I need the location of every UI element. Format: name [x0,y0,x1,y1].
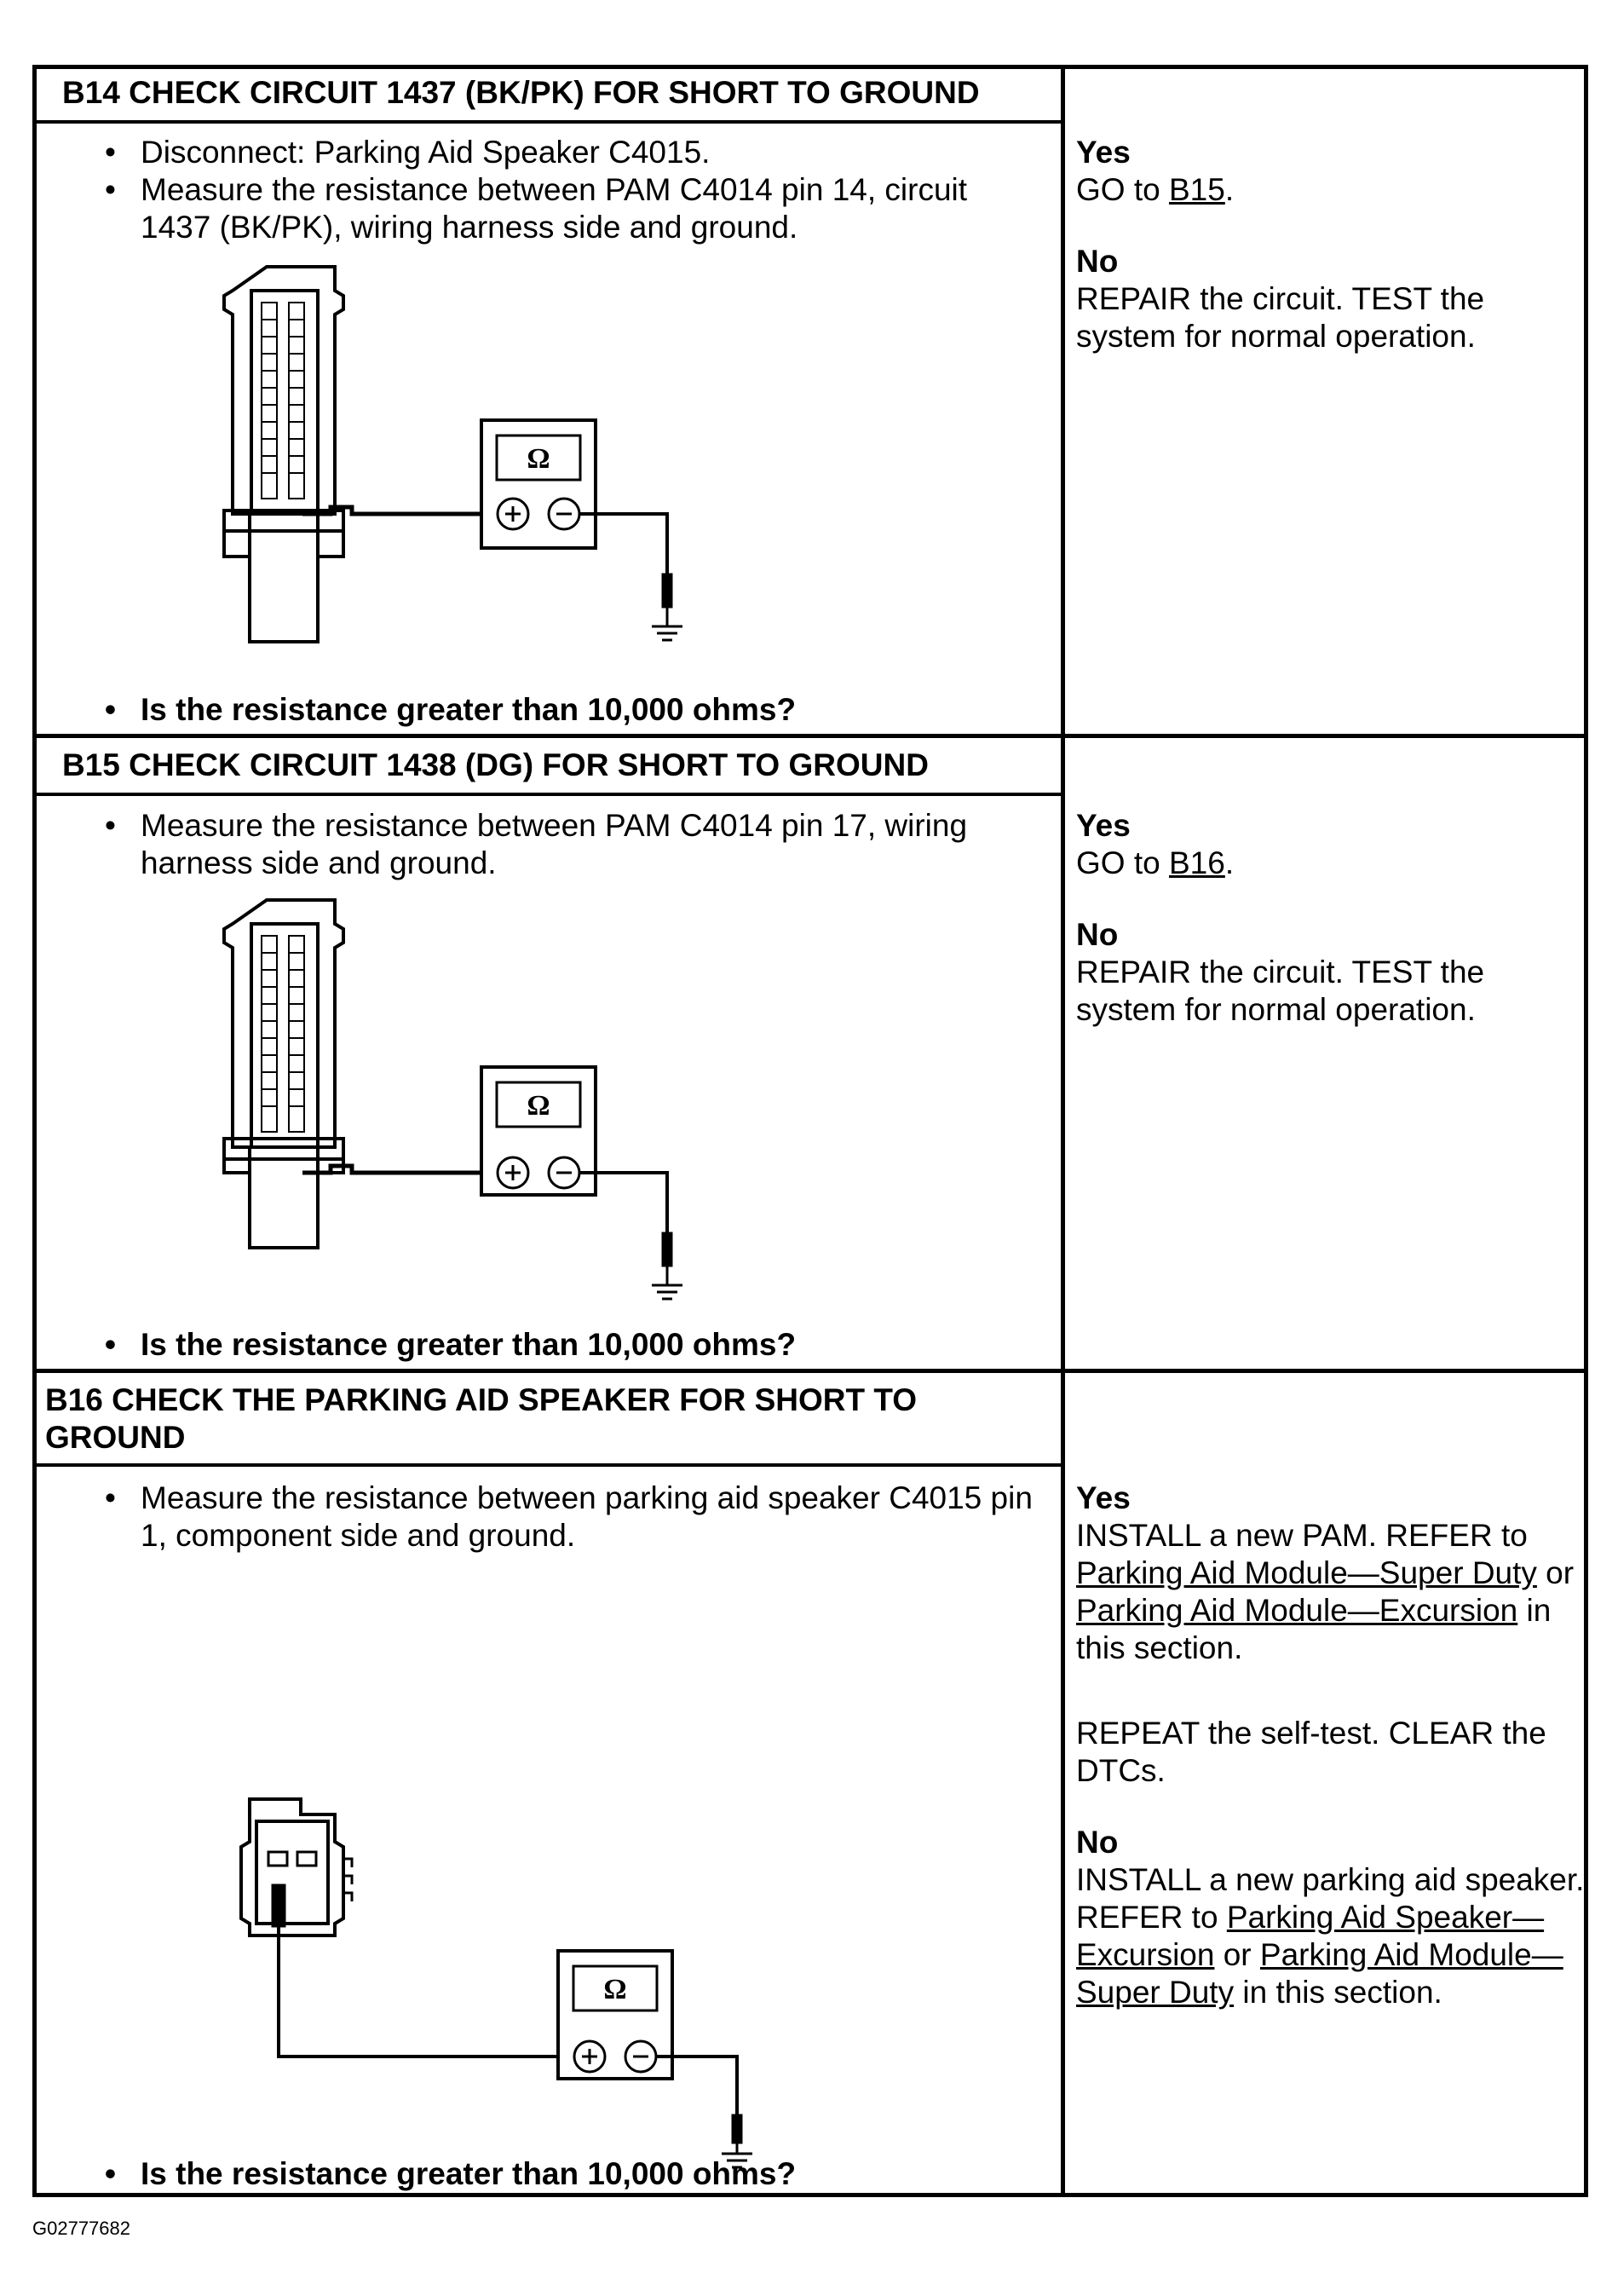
ohm-symbol: Ω [603,1974,627,2005]
step-b16-yes-label: Yes [1076,1480,1131,1515]
step-b16-question: • Is the resistance greater than 10,000 ohms? [37,2155,1035,2193]
parking-aid-module-excursion-link[interactable]: Parking Aid Module—Excursion [1076,1593,1518,1628]
yes-action-period: . [1224,172,1235,207]
connector-pin-cavities [262,936,304,1132]
ohm-symbol: Ω [527,443,550,475]
step-b16-heading: B16 CHECK THE PARKING AID SPEAKER FOR SHORT TO GROUND [45,1382,918,1455]
ohmmeter [481,1067,596,1195]
yes-action-text: INSTALL a new PAM. REFER to [1076,1518,1528,1553]
row-divider-2 [37,1369,1584,1373]
no-action-suffix: in this section. [1234,1975,1442,2010]
pam-c4014-connector [224,900,343,1248]
step-b14-heading: B14 CHECK CIRCUIT 1437 (BK/PK) FOR SHORT TO GROUND [62,75,980,110]
step-b14-yes-label: Yes [1076,135,1131,170]
step-b14-heading-rule [37,120,1061,124]
no-action-text: INSTALL a new parking aid speaker. REFER to [1076,1862,1585,1935]
step-b16-no-label: No [1076,1825,1119,1860]
step-b14-question: • Is the resistance greater than 10,000 ohms? [37,691,1035,729]
step-b15-results [1076,807,1587,1029]
step-b15-no-action: REPAIR the circuit. TEST the system for normal operation. [1076,955,1485,1027]
step-b16-instructions [37,1480,1035,1555]
step-b14-no-label: No [1076,244,1119,279]
yes-action-text: GO to [1076,845,1169,880]
step-b15-no-label: No [1076,917,1119,952]
step-b15-yes-label: Yes [1076,808,1131,843]
ground-symbol-icon [652,1232,682,1299]
parking-aid-speaker-excursion-link[interactable]: Parking Aid Speaker—Excursion [1076,1900,1545,1972]
yes-action-suffix: in this section. [1076,1593,1552,1665]
step-b14-bullet-1: • Disconnect: Parking Aid Speaker C4015. [37,134,1035,171]
step-b16-bullet-1: • Measure the resistance between parking aid speaker C4015 pin 1, component side and ground. [37,1480,1035,1555]
step-b16-no-action [1076,1861,1587,2011]
step-b14-yes-action [1076,171,1587,209]
step-b14-bullet-2: • Measure the resistance between PAM C4014 pin 14, circuit 1437 (BK/PK), wiring harness side and ground. [37,171,1035,246]
step-b14-connector-meter-diagram [207,258,803,718]
step-b15-instructions [37,807,1035,882]
figure-id: G02777682 [32,2218,130,2239]
step-b15-heading: B15 CHECK CIRCUIT 1438 (DG) FOR SHORT TO GROUND [62,747,929,782]
speaker-c4015-connector [241,1799,352,1935]
step-b15-yes-action [1076,845,1587,882]
step-b15-bullet-1: • Measure the resistance between PAM C4014 pin 17, wiring harness side and ground. [37,807,1035,882]
step-b14-results [1076,134,1587,355]
step-b15-connector-meter-diagram [207,891,803,1335]
pam-c4014-connector [224,267,343,642]
connector-pin-cavities [262,303,304,499]
step-b14-no-action: REPAIR the circuit. TEST the system for normal operation. [1076,281,1485,354]
step-b16-yes-action [1076,1517,1587,1667]
yes-action-period: . [1224,845,1235,880]
step-b14-question-list [37,691,1035,729]
step-b16-speaker-meter-diagram [207,1782,803,2174]
column-divider [1061,69,1065,2193]
parking-aid-module-super-duty-link-2[interactable]: Parking Aid Module—Super Duty [1076,1937,1563,2010]
connector-pin-cavities [268,1852,316,1866]
test-probe [272,1884,285,1927]
step-b15-heading-rule [37,793,1061,796]
step-b15-question: • Is the resistance greater than 10,000 ohms? [37,1326,1035,1364]
ohm-symbol: Ω [527,1090,550,1122]
step-b16-yes-followup: REPEAT the self-test. CLEAR the DTCs. [1076,1716,1546,1788]
step-b16-results [1076,1480,1587,2011]
step-b14-instructions [37,134,1035,246]
step-b16-heading-rule [37,1463,1061,1467]
yes-action-or: or [1536,1555,1575,1590]
go-to-b15-link[interactable]: B15 [1168,172,1225,207]
row-divider-1 [37,734,1584,738]
yes-action-text: GO to [1076,172,1169,207]
no-action-or: or [1214,1937,1260,1972]
parking-aid-module-super-duty-link[interactable]: Parking Aid Module—Super Duty [1076,1555,1537,1590]
ohmmeter [558,1951,672,2079]
step-b15-question-list [37,1326,1035,1364]
ground-symbol-icon [652,574,682,640]
go-to-b16-link[interactable]: B16 [1168,845,1225,880]
diagnostic-table [32,65,1588,2197]
step-b16-question-list [37,2155,1035,2193]
ohmmeter [481,420,596,548]
